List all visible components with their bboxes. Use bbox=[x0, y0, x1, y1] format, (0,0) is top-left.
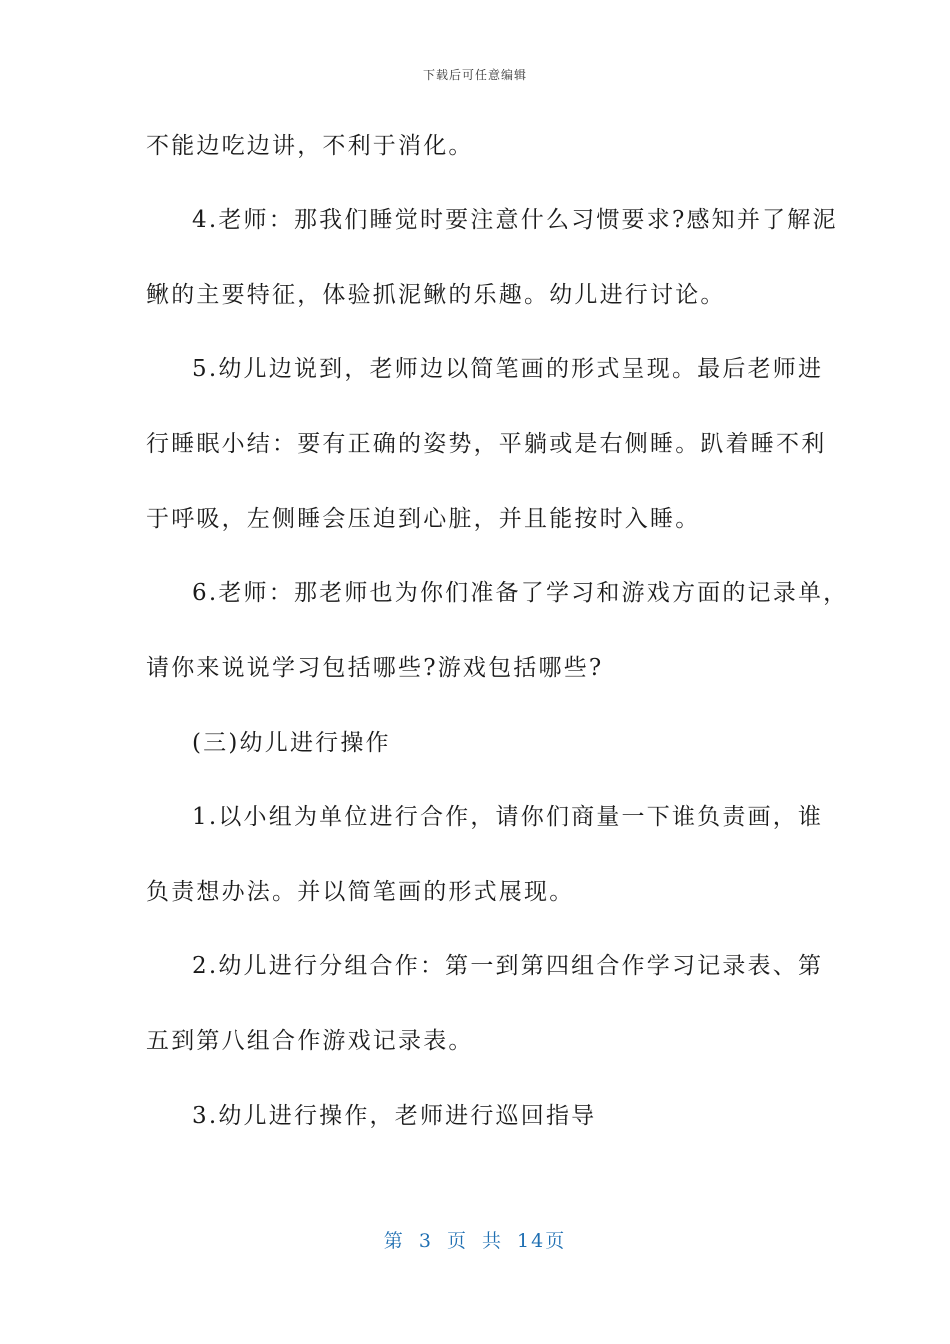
text-line: 负责想办法。并以简笔画的形式展现。 bbox=[146, 879, 575, 905]
text-line: 五到第八组合作游戏记录表。 bbox=[146, 1028, 474, 1054]
text-line: 1.以小组为单位进行合作，请你们商量一下谁负责画，谁 bbox=[192, 804, 824, 830]
page-number-footer: 第 3 页 共 14页 bbox=[383, 1230, 567, 1252]
text-line: 请你来说说学习包括哪些?游戏包括哪些? bbox=[146, 655, 604, 681]
text-line: 2.幼儿进行分组合作：第一到第四组合作学习记录表、第 bbox=[192, 953, 824, 979]
text-line: 行睡眠小结：要有正确的姿势，平躺或是右侧睡。趴着睡不利 bbox=[146, 431, 827, 457]
section-heading: (三)幼儿进行操作 bbox=[192, 730, 391, 756]
text-line: 于呼吸，左侧睡会压迫到心脏，并且能按时入睡。 bbox=[146, 506, 701, 532]
text-line: 6.老师：那老师也为你们准备了学习和游戏方面的记录单， bbox=[192, 580, 849, 606]
text-line: 不能边吃边讲，不利于消化。 bbox=[146, 133, 474, 159]
text-line: 鳅的主要特征，体验抓泥鳅的乐趣。幼儿进行讨论。 bbox=[146, 282, 726, 308]
text-line: 5.幼儿边说到，老师边以简笔画的形式呈现。最后老师进 bbox=[192, 356, 824, 382]
text-line: 3.幼儿进行操作，老师进行巡回指导 bbox=[192, 1103, 597, 1129]
text-line: 4.老师：那我们睡觉时要注意什么习惯要求?感知并了解泥 bbox=[192, 207, 838, 233]
page-header: 下载后可任意编辑 bbox=[422, 68, 527, 82]
